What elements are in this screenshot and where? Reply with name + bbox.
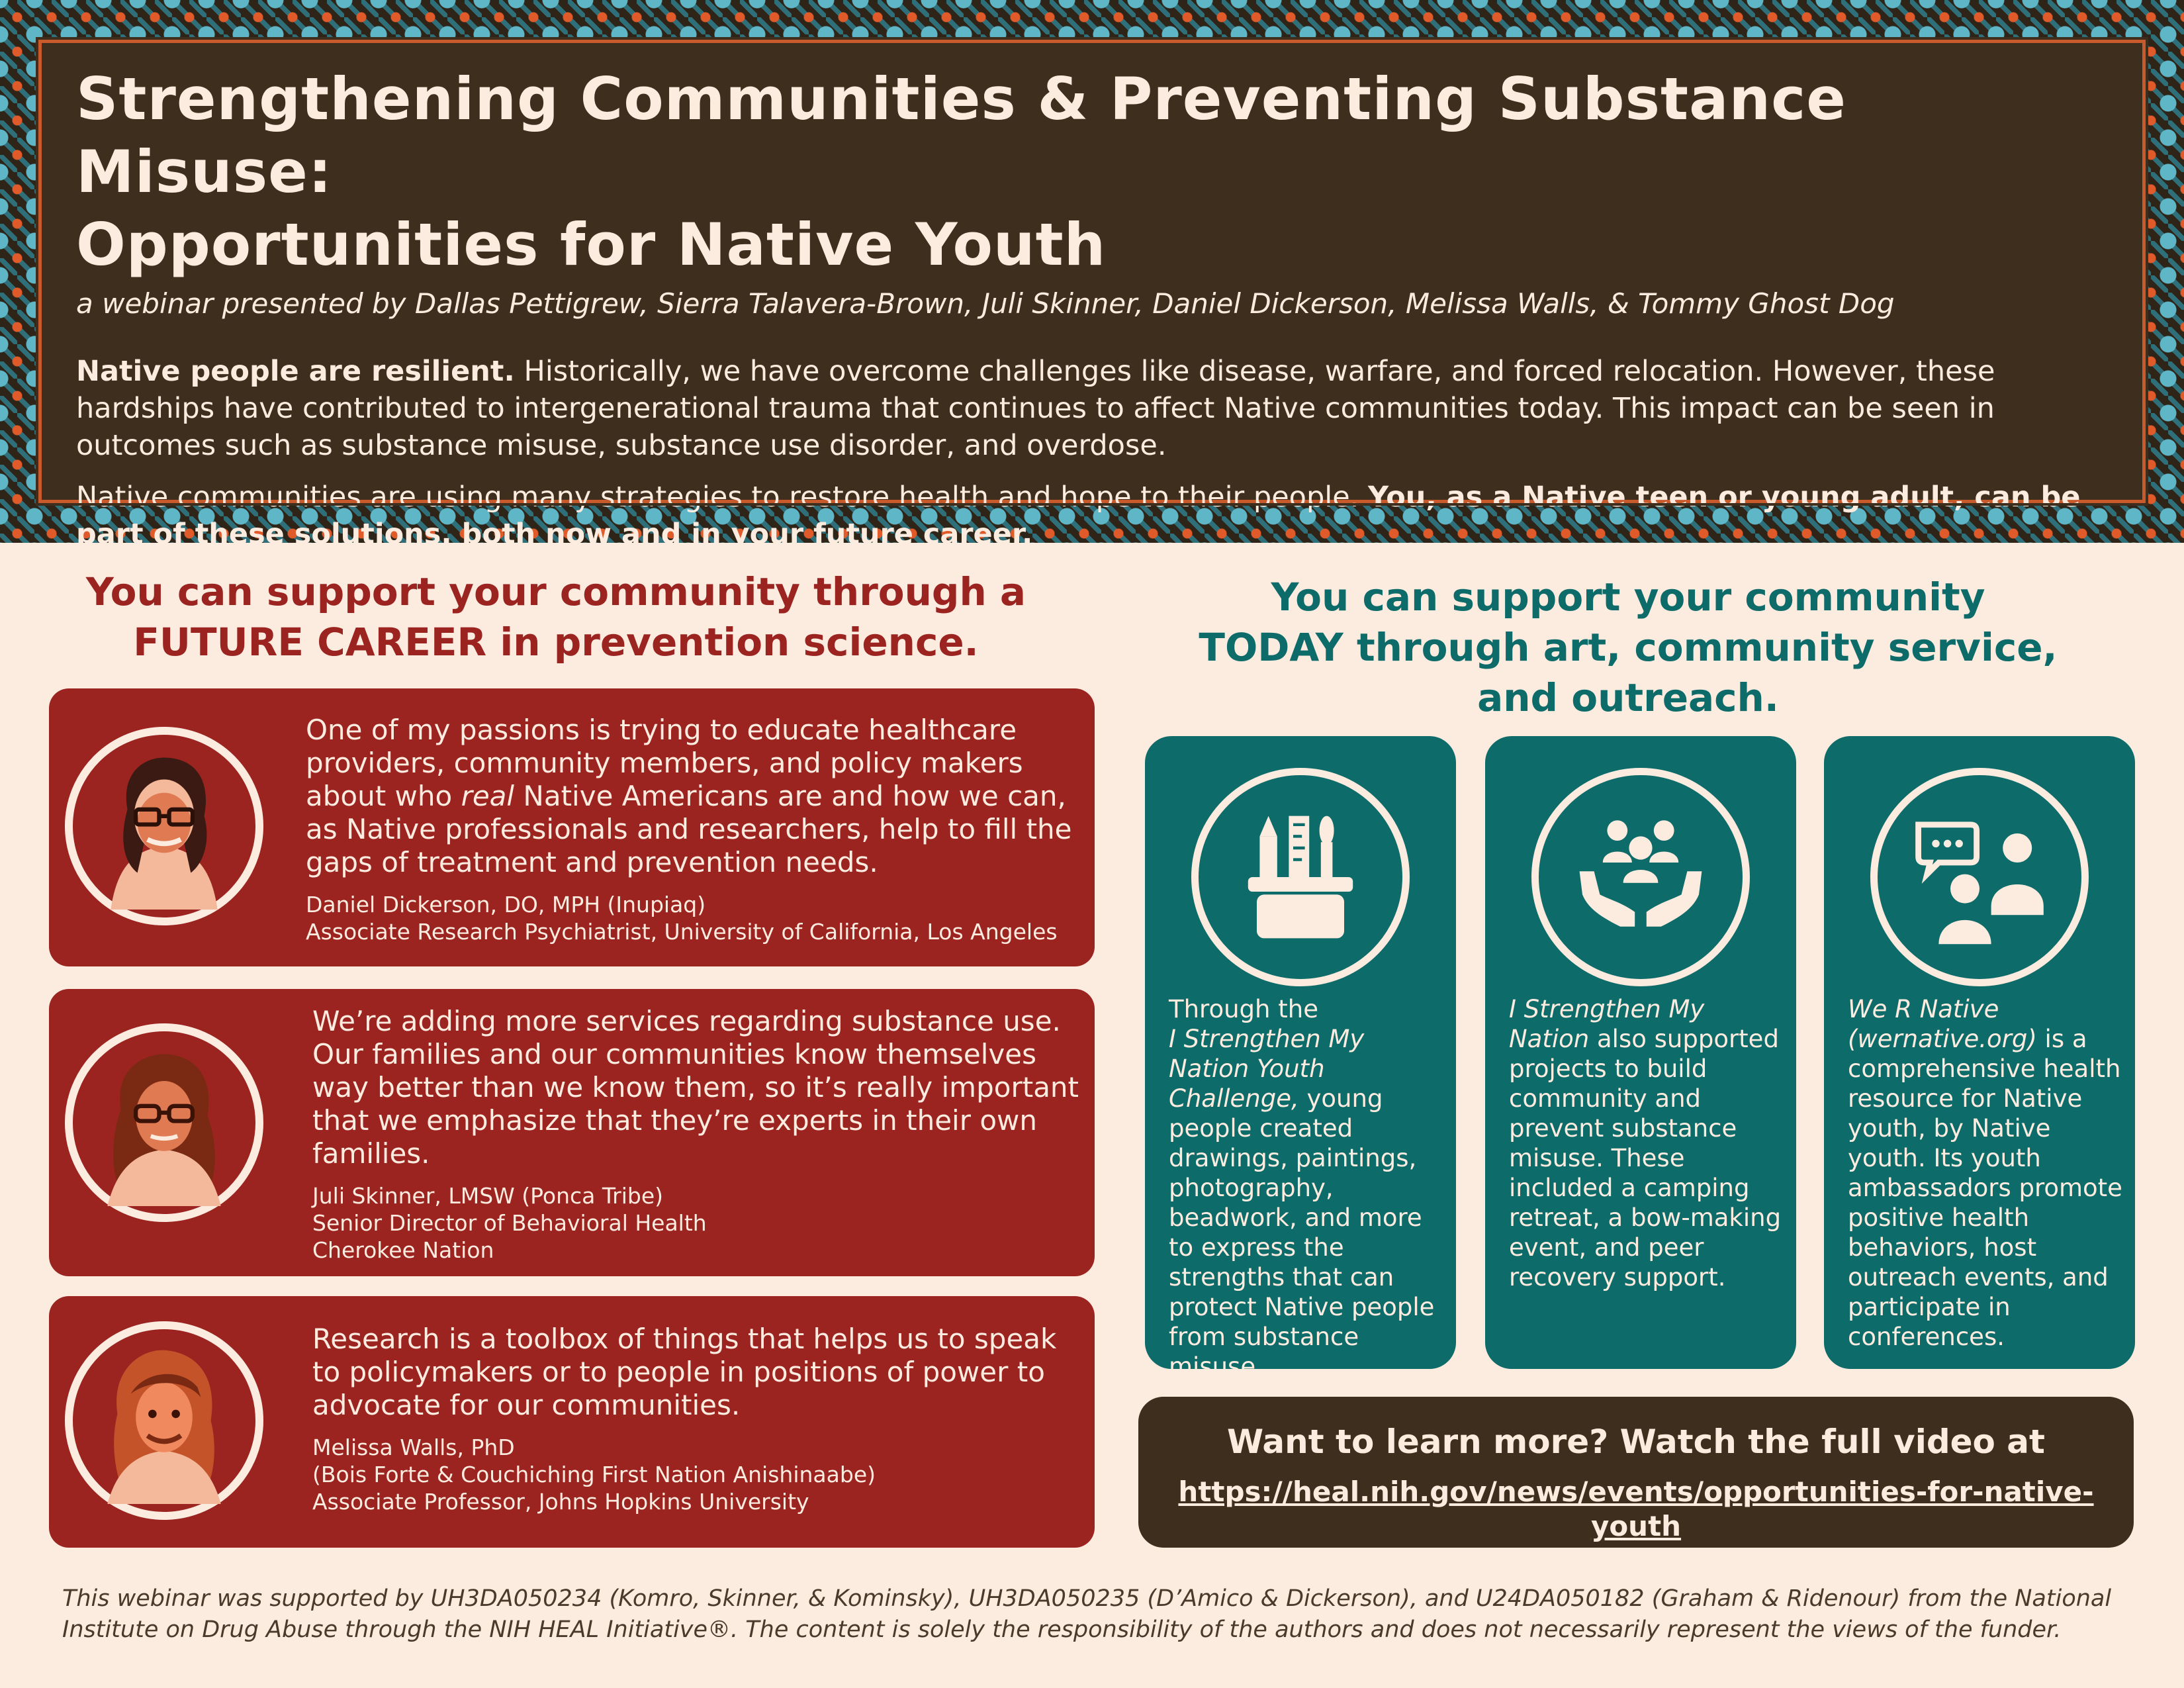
- person-portrait-icon: [81, 743, 248, 910]
- quote-card-walls: [49, 1296, 1095, 1548]
- tile-text-rest: is a comprehensive health resource for Native youth, by Native youth. Its youth ambassadors promote positive health behaviors, host outreach events, and participate in conferences.: [1848, 1025, 2122, 1351]
- byline: a webinar presented by Dallas Pettigrew, Sierra Talavera-Brown, Juli Skinner, Daniel Dickerson, Melissa Walls, & Tommy Ghost Dog: [76, 287, 1895, 320]
- tile-text: [1169, 994, 1447, 1382]
- quote-text: We’re adding more services regarding substance use. Our families and our communities know themselves way better than we know them, so it’s really important that we emphasize that they’re experts in their own families.: [312, 1005, 1079, 1170]
- ring: [1870, 768, 2089, 986]
- ring: [1531, 768, 1750, 986]
- ring: [1191, 768, 1410, 986]
- speaker-affiliation: (Bois Forte & Couchiching First Nation Anishinaabe): [312, 1462, 876, 1487]
- intro-1-rest: Historically, we have overcome challenges like disease, warfare, and forced relocation. However, these hardships have contributed to intergenerational trauma that continues to affect Native communities today. This impact can be seen in outcomes such as substance misuse, substance use disorder, and overdose.: [76, 355, 1995, 462]
- patterned-border: [0, 0, 2184, 551]
- intro-2-start: Native communities are using many strategies to restore health and hope to their people.: [76, 481, 1368, 514]
- quote-part-2: Native Americans are and how we can, as Native professionals and researchers, help to fill the gaps of treatment and prevention needs.: [306, 780, 1072, 878]
- speaker-name: Juli Skinner, LMSW (Ponca Tribe): [312, 1183, 664, 1209]
- tile-text-rest: also supported projects to build community and prevent substance misuse. These included a camping retreat, a bow-making event, and peer recovery support.: [1509, 1025, 1782, 1291]
- career-heading-line-2: FUTURE CAREER in prevention science.: [133, 620, 979, 665]
- speaker-organization: Cherokee Nation: [312, 1237, 494, 1263]
- quote-text: Research is a toolbox of things that helps us to speak to policymakers or to people in positions of power to advocate for our communities.: [312, 1323, 1057, 1421]
- career-heading-line-1: You can support your community through a: [85, 569, 1026, 614]
- header-panel: [38, 40, 2146, 551]
- tile-text-start: Through the: [1169, 995, 1318, 1023]
- speaker-role: Associate Professor, Johns Hopkins University: [312, 1489, 809, 1515]
- tile-we-r-native: [1824, 736, 2135, 1369]
- chat-people-icon: [1907, 804, 2052, 950]
- tile-youth-challenge: [1145, 736, 1456, 1381]
- person-portrait-icon: [81, 1039, 248, 1206]
- quote-italic: real: [461, 780, 515, 812]
- citation: [306, 891, 1080, 945]
- speaker-role: Senior Director of Behavioral Health: [312, 1210, 707, 1236]
- tile-text: [1848, 994, 2126, 1352]
- tile-text: [1509, 994, 1787, 1292]
- tile-community-projects: [1485, 736, 1796, 1369]
- funding-footer: This webinar was supported by UH3DA050234 (Komro, Skinner, & Kominsky), UH3DA050235 (D’Amico & Dickerson), and U24DA050182 (Graham & Ridenour) from the National Institute on Drug Abuse through the NIH HEAL Initiative®. The content is solely the responsibility of the authors and does not necessarily represent the views of the funder.: [62, 1585, 2112, 1643]
- community-hands-icon: [1568, 804, 1713, 950]
- portrait-dickerson: [65, 727, 263, 925]
- intro-paragraph-2: [76, 479, 2108, 553]
- portrait-walls: [65, 1321, 263, 1520]
- quote-card-skinner: [49, 989, 1095, 1276]
- title-line-2: Opportunities for Native Youth: [76, 211, 1107, 279]
- quote-part-1: One of my passions is trying to educate healthcare providers, community members, and policy makers about who: [306, 714, 1023, 812]
- intro-1-bold: Native people are resilient.: [76, 355, 515, 388]
- today-heading-line-2: TODAY through art, community service,: [1199, 625, 2058, 670]
- speaker-role: Associate Research Psychiatrist, University of California, Los Angeles: [306, 919, 1058, 945]
- person-portrait-icon: [81, 1337, 248, 1504]
- intro-2-bold: You, as a Native teen or young adult, can be part of these solutions, both now and in your future career.: [76, 481, 2081, 551]
- video-link[interactable]: https://heal.nih.gov/news/events/opportunities-for-native-youth: [1178, 1476, 2094, 1542]
- page-title: [76, 63, 2108, 281]
- speaker-name: Daniel Dickerson, DO, MPH (Inupiaq): [306, 892, 706, 917]
- learn-more-box: [1138, 1397, 2134, 1548]
- tile-text-rest: young people created drawings, paintings, photography, beadwork, and more to express the strengths that can protect Native people from substance misuse.: [1169, 1084, 1435, 1381]
- citation: [312, 1434, 1080, 1515]
- quote-text: [306, 714, 1080, 879]
- learn-more-title: Want to learn more? Watch the full video at: [1227, 1423, 2045, 1461]
- tile-text-italic: I Strengthen My Nation Youth Challenge,: [1169, 1025, 1365, 1113]
- today-heading-line-3: and outreach.: [1477, 675, 1779, 720]
- portrait-skinner: [65, 1023, 263, 1222]
- tile-text-italic: I Strengthen My Nation: [1509, 995, 1705, 1053]
- tile-text-italic: We R Native (wernative.org): [1848, 995, 2037, 1053]
- citation: [312, 1182, 1080, 1264]
- art-supplies-icon: [1228, 804, 1373, 950]
- title-line-1: Strengthening Communities & Preventing Substance Misuse:: [76, 65, 1846, 206]
- today-heading-line-1: You can support your community: [1271, 575, 1985, 620]
- speaker-name: Melissa Walls, PhD: [312, 1434, 515, 1460]
- quote-card-dickerson: [49, 688, 1095, 966]
- career-section-heading: [40, 567, 1072, 667]
- today-section-heading: [1125, 572, 2131, 723]
- intro-paragraph-1: [76, 353, 2108, 464]
